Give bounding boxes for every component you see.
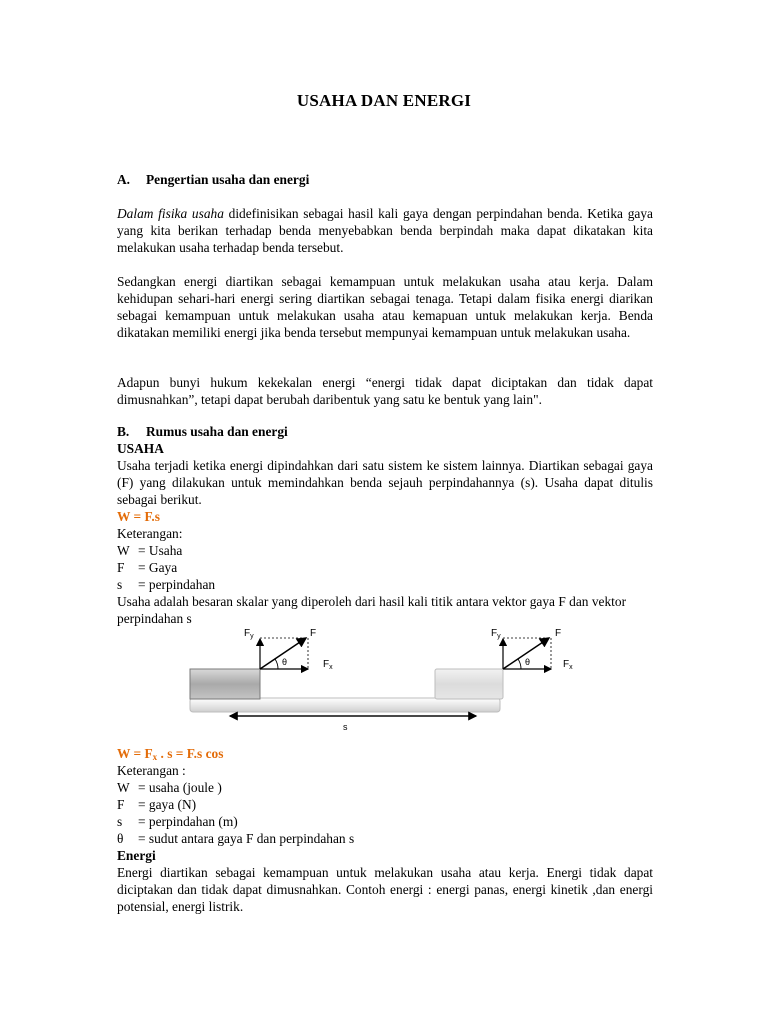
section-a-number: A. [117,172,131,187]
paragraph-kekekalan-energi: Adapun bunyi hukum kekekalan energi “energi tidak dapat diciptakan dan tidak dapat dimusnahkan”, tetapi dapat berubah daribentuk yang satu ke bentuk yang lain". [117,375,653,407]
keterangan-list-2 [117,762,653,847]
label-fx-left: $F_x$ [323,659,333,671]
label-f-left: F [310,628,317,639]
label-f-right: F [555,628,562,639]
work-force-displacement-diagram [186,624,586,736]
force-vectors-left [244,628,333,671]
paragraph-italic-lead: Dalam fisika usaha [117,206,224,221]
keterangan-label: Keterangan: [117,526,183,541]
section-b-heading [117,423,653,440]
formula-w-fscos: $W = F_x$ . s = F.s cos [117,746,224,762]
definition-row: s = perpindahan (m) [117,814,238,829]
paragraph-usaha-definition [117,205,653,256]
paragraph-energi-examples: Energi diartikan sebagai kemampuan untuk melakukan usaha atau kerja. Energi tidak dapat diciptakan dan tidak dapat dimusnahkan. Contoh energi : energi panas, energi kinetik ,dan energi potensial, energi listrik. [117,865,653,914]
section-b-number: B. [117,424,130,439]
label-theta-left: θ [282,657,288,667]
label-theta-right: θ [525,657,531,667]
definition-row: W = Usaha [117,543,183,558]
page-title: USAHA DAN ENERGI [296,91,472,110]
definition-row: W = usaha (joule ) [117,780,222,795]
usaha-heading: USAHA [117,441,164,456]
floor-surface [190,698,500,712]
definition-row: F = gaya (N) [117,797,197,812]
energi-heading: Energi [117,848,156,863]
definition-row: F = Gaya [117,560,178,575]
keterangan-label: Keterangan : [117,763,186,778]
force-vectors-right [491,628,573,671]
paragraph-usaha-rest: didefinisikan sebagai hasil kali gaya dengan perpindahan benda. Ketika gaya yang kita berikan terhadap benda menyebabkan benda berpindah maka dapat dikatakan kita melakukan usaha terhadap benda tersebut. [117,206,653,255]
label-fy-right: $F_y$ [491,628,501,640]
paragraph-besaran-skalar: Usaha adalah besaran skalar yang diperoleh dari hasil kali titik antara vektor gaya F dan vektor perpindahan s [117,594,627,626]
block-initial [190,669,260,699]
formula-w-fs-text: W = F.s [117,509,160,524]
section-a-title: Pengertian usaha dan energi [146,172,310,187]
paragraph-energi-definition: Sedangkan energi diartikan sebagai kemampuan untuk melakukan usaha atau kerja. Dalam kehidupan sehari-hari energi sering diartikan sebagai tenaga. Tetapi dalam fisika energi diarikan sebagai kemampuan untuk melakukan usaha atau kemapuan untuk melakukan kerja. Benda dikatakan memiliki energi jika benda tersebut mempunyai kemampuan untuk melakukan usaha. [117,274,653,340]
keterangan-list-1 [117,525,653,593]
definition-row: θ = sudut antara gaya F dan perpindahan s [117,831,355,846]
formula-w-fs [117,508,653,525]
section-a-heading [117,171,653,188]
label-s: s [343,722,348,732]
section-b-title: Rumus usaha dan energi [146,424,288,439]
definition-row: s = perpindahan [117,577,216,592]
label-fx-right: $F_x$ [563,659,573,671]
paragraph-usaha-transfer: Usaha terjadi ketika energi dipindahkan dari satu sistem ke sistem lainnya. Diartikan sebagai gaya (F) yang dilakukan untuk memindahkan benda sejauh perpindahannya (s). Usaha dapat ditulis sebagai berikut. [117,458,653,507]
block-final [435,669,503,699]
label-fy-left: $F_y$ [244,628,254,640]
